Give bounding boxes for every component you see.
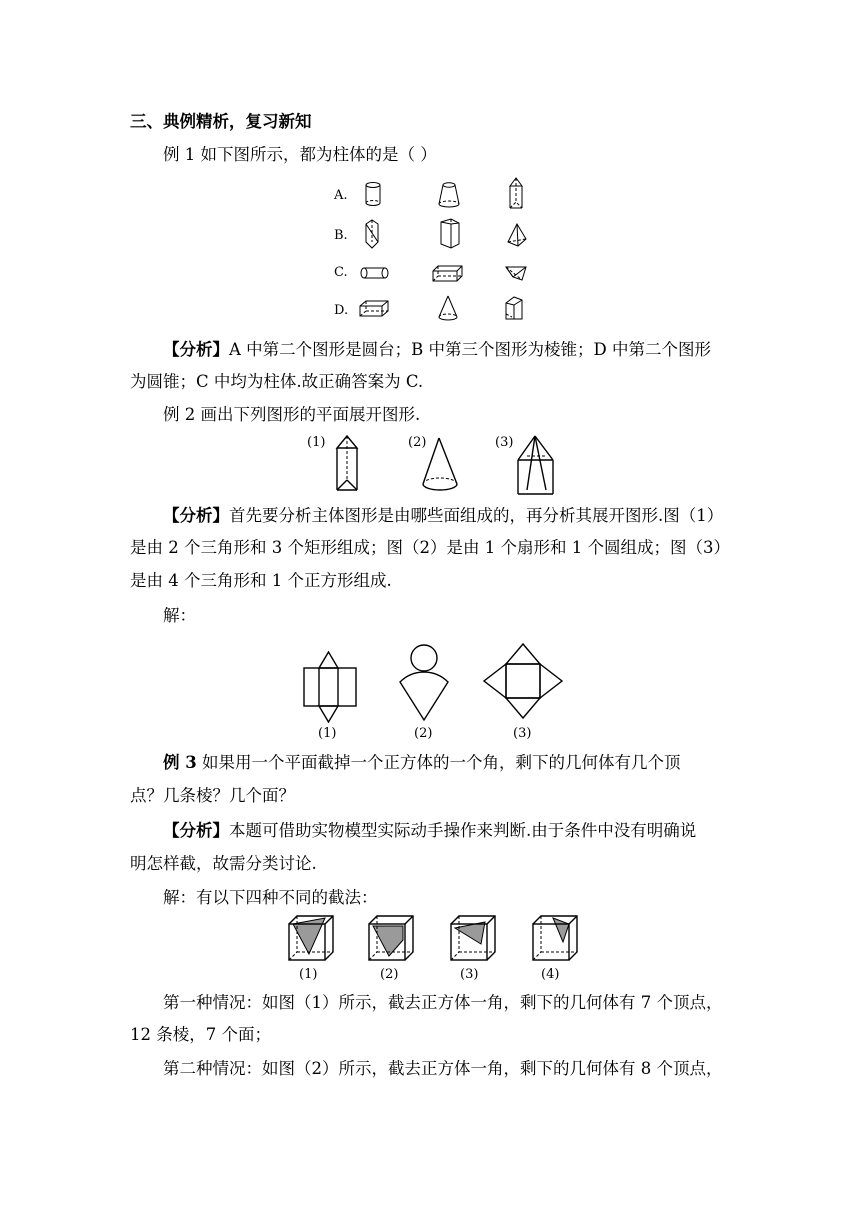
example3-cubes-figure [285, 912, 585, 984]
net-label-2: (2) [414, 726, 433, 741]
example2-analysis-line3: 是由 4 个三角形和 1 个正方形组成. [130, 571, 392, 590]
analysis-text: 本题可借助实物模型实际动手操作来判断.由于条件中没有明确说 [229, 821, 697, 840]
section-title: 三、典例精析，复习新知 [130, 112, 312, 131]
cube-4-cut [533, 916, 577, 960]
analysis-text: A 中第二个图形是圆台；B 中第三个图形为棱锥；D 中第二个图形 [229, 340, 712, 359]
example3-analysis-line2: 明怎样截，故需分类讨论. [130, 854, 317, 873]
a-frustum-shape [439, 183, 459, 207]
solid-label-2: (2) [408, 435, 427, 450]
example2-analysis-line2: 是由 2 个三角形和 3 个矩形组成；图（2）是由 1 个扇形和 1 个圆组成；图（3） [130, 538, 730, 557]
example3-analysis-line1 [163, 820, 696, 842]
case2-line1: 第二种情况：如图（2）所示，截去正方体一角，剩下的几何体有 8 个顶点， [163, 1059, 723, 1078]
b-pyramid-shape [508, 224, 526, 246]
example2-question: 例 2 画出下列图形的平面展开图形. [163, 405, 421, 424]
d-cone-shape [439, 296, 457, 320]
example2-solution: 解： [163, 606, 196, 625]
example1-options-figure [330, 176, 540, 326]
net-3-pyramid [484, 644, 562, 718]
example1-question: 例 1 如下图所示，都为柱体的是（ ） [163, 145, 437, 164]
b-pentagonal-prism-shape [441, 219, 459, 248]
c-cylinder-shape [361, 268, 388, 278]
d-cut-prism-shape [506, 297, 522, 319]
analysis-text: 首先要分析主体图形是由哪些面组成的，再分析其展开图形.图（1） [229, 506, 724, 525]
cube-label-2: (2) [380, 967, 399, 982]
a-prism-shape [510, 178, 522, 208]
analysis-tag: 【分析】 [163, 506, 229, 525]
net-1-prism [304, 652, 356, 722]
net-label-1: (1) [318, 726, 337, 741]
example3-tag: 例 3 [163, 753, 197, 772]
cube-label-4: (4) [541, 967, 560, 982]
option-label-c: C. [334, 265, 348, 280]
cube-label-1: (1) [299, 967, 318, 982]
a-cylinder-shape [366, 183, 380, 206]
example2-solids-figure [305, 432, 565, 500]
example1-analysis-line1 [163, 339, 711, 361]
analysis-tag: 【分析】 [163, 340, 229, 359]
option-label-b: B. [334, 228, 348, 243]
solid-2-cone [423, 438, 457, 490]
cube-2-cut [369, 916, 413, 960]
example3-question-line1 [163, 752, 680, 774]
solid-1-triangular-prism [337, 436, 357, 490]
solid-label-1: (1) [307, 435, 326, 450]
solid-3-pyramid [518, 436, 553, 494]
net-label-3: (3) [513, 726, 532, 741]
example2-nets-figure [300, 640, 580, 745]
example1-analysis-line2: 为圆锥；C 中均为柱体.故正确答案为 C. [130, 372, 424, 391]
cube-3-cut [451, 916, 495, 960]
d-cuboid-shape [360, 301, 388, 316]
example2-analysis-line1 [163, 505, 723, 527]
case1-line1: 第一种情况：如图（1）所示，截去正方体一角，剩下的几何体有 7 个顶点， [163, 993, 723, 1012]
c-cuboid-shape [433, 266, 462, 281]
option-label-d: D. [334, 303, 349, 318]
b-prism-shape [366, 220, 378, 248]
example3-question-text: 如果用一个平面截掉一个正方体的一个角，剩下的几何体有几个顶 [196, 753, 681, 772]
case1-line2: 12 条棱，7 个面； [130, 1025, 271, 1044]
example3-solution: 解：有以下四种不同的截法： [163, 888, 378, 907]
analysis-tag: 【分析】 [163, 821, 229, 840]
solid-label-3: (3) [495, 435, 514, 450]
cube-label-3: (3) [460, 967, 479, 982]
cube-1-cut [289, 916, 333, 960]
net-2-cone [400, 645, 448, 720]
c-triangular-prism-shape [506, 267, 526, 280]
example3-question-line2: 点？几条棱？几个面？ [130, 786, 295, 805]
option-label-a: A. [334, 188, 348, 203]
